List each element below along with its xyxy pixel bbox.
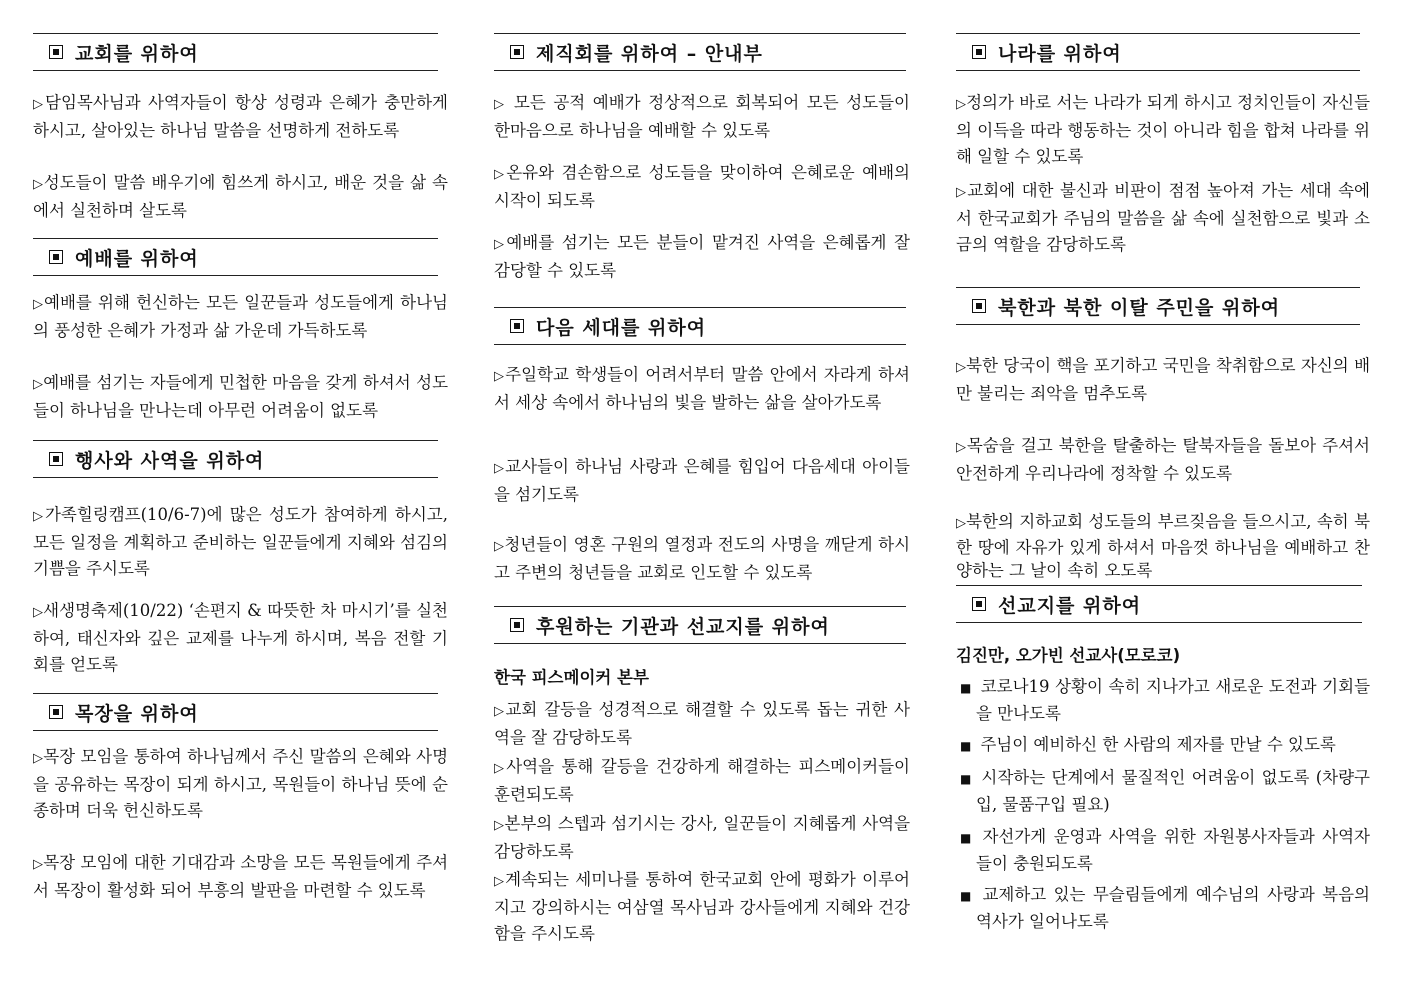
prayer-item: ■ 자선가게 운영과 사역을 위한 자원봉사자들과 사역자들이 충원되도록 — [956, 824, 1370, 877]
prayer-item: ▷ 목장 모임에 대한 기대감과 소망을 모든 목원들에게 주셔서 목장이 활성화 되어 부흥의 발판을 마련할 수 있도록 — [33, 850, 448, 904]
section-title: 후원하는 기관과 선교지를 위하여 — [536, 615, 830, 638]
prayer-item: ▷ 담임목사님과 사역자들이 항상 성령과 은혜가 충만하게 하시고, 살아있는 하나님 말씀을 선명하게 전하도록 — [33, 90, 448, 144]
section-header-mission — [956, 585, 1362, 623]
section-header-nextgen — [494, 307, 906, 345]
prayer-item: ▷ 예배를 섬기는 자들에게 민첩한 마음을 갖게 하셔서 성도들이 하나님을 만나는데 아무런 어려움이 없도록 — [33, 370, 448, 424]
square-bullet-icon — [49, 45, 63, 59]
prayer-item: ▷ 목숨을 걸고 북한을 탈출하는 탈북자들을 돌보아 주셔서 안전하게 우리나라에 정착할 수 있도록 — [956, 433, 1370, 487]
prayer-item: ■ 코로나19 상황이 속히 지나가고 새로운 도전과 기회들을 만나도록 — [956, 674, 1370, 727]
section-header-church — [33, 33, 438, 71]
square-bullet-icon — [49, 250, 63, 264]
section-title: 북한과 북한 이탈 주민을 위하여 — [998, 296, 1281, 319]
square-bullet-icon — [510, 319, 524, 333]
square-bullet-icon — [972, 45, 986, 59]
section-title: 목장을 위하여 — [75, 702, 199, 725]
prayer-item: ■ 교제하고 있는 무슬림들에게 예수님의 사랑과 복음의 역사가 일어나도록 — [956, 882, 1370, 935]
prayer-item: ▷ 주일학교 학생들이 어려서부터 말씀 안에서 자라게 하셔서 세상 속에서 하나님의 빛을 발하는 삶을 살아가도록 — [494, 362, 910, 416]
prayer-item: ▷ 정의가 바로 서는 나라가 되게 하시고 정치인들이 자신들의 이득을 따라 행동하는 것이 아니라 힘을 합쳐 나라를 위해 일할 수 있도록 — [956, 90, 1370, 170]
section-title: 교회를 위하여 — [75, 42, 199, 65]
prayer-item: ▷ 북한 당국이 핵을 포기하고 국민을 착취함으로 자신의 배만 불리는 죄악을 멈추도록 — [956, 353, 1370, 407]
section-header-deacons — [494, 33, 906, 71]
prayer-item: ▷ 본부의 스텝과 섬기시는 강사, 일꾼들이 지혜롭게 사역을 감당하도록 — [494, 811, 910, 865]
prayer-item: ▷ 목장 모임을 통하여 하나님께서 주신 말씀의 은혜와 사명을 공유하는 목장이 되게 하시고, 목원들이 하나님 뜻에 순종하며 더욱 헌신하도록 — [33, 744, 448, 824]
prayer-item: ■ 주님이 예비하신 한 사람의 제자를 만날 수 있도록 — [956, 732, 1370, 759]
prayer-item: ▷ 새생명축제(10/22) ‘손편지 & 따뜻한 차 마시기’를 실천하여, 태신자와 깊은 교제를 나누게 하시며, 복음 전할 기회를 얻도록 — [33, 598, 448, 678]
prayer-item: ▷ 모든 공적 예배가 정상적으로 회복되어 모든 성도들이 한마음으로 하나님을 예배할 수 있도록 — [494, 90, 910, 144]
prayer-item: ▷ 교회에 대한 불신과 비판이 점점 높아져 가는 세대 속에서 한국교회가 주님의 말씀을 삶 속에 실천함으로 빛과 소금의 역할을 감당하도록 — [956, 178, 1370, 258]
section-header-support — [494, 606, 906, 644]
prayer-item: ▷ 가족힐링캠프(10/6-7)에 많은 성도가 참여하게 하시고, 모든 일정을 계획하고 준비하는 일꾼들에게 지혜와 섬김의 기쁨을 주시도록 — [33, 502, 448, 582]
section-header-worship — [33, 238, 438, 276]
organization-name: 한국 피스메이커 본부 — [494, 668, 649, 687]
prayer-item: ▷ 온유와 겸손함으로 성도들을 맞이하여 은혜로운 예배의 시작이 되도록 — [494, 160, 910, 214]
square-bullet-icon — [510, 618, 524, 632]
prayer-item: ▷ 성도들이 말씀 배우기에 힘쓰게 하시고, 배운 것을 삶 속에서 실천하며 살도록 — [33, 170, 448, 224]
section-header-cell — [33, 693, 438, 731]
square-bullet-icon — [49, 705, 63, 719]
square-bullet-icon — [510, 45, 524, 59]
section-title: 다음 세대를 위하여 — [536, 316, 707, 339]
square-bullet-icon — [972, 299, 986, 313]
prayer-item: ▷ 예배를 섬기는 모든 분들이 맡겨진 사역을 은혜롭게 잘 감당할 수 있도록 — [494, 230, 910, 284]
missionary-name: 김진만, 오가빈 선교사(모로코) — [956, 646, 1181, 665]
section-title: 행사와 사역을 위하여 — [75, 449, 265, 472]
prayer-item: ▷ 교사들이 하나님 사랑과 은혜를 힘입어 다음세대 아이들을 섬기도록 — [494, 454, 910, 508]
square-bullet-icon — [49, 452, 63, 466]
section-title: 예배를 위하여 — [75, 247, 199, 270]
prayer-item: ▷ 북한의 지하교회 성도들의 부르짖음을 들으시고, 속히 북한 땅에 자유가 있게 하셔서 마음껏 하나님을 예배하고 찬양하는 그 날이 속히 오도록 — [956, 510, 1370, 583]
prayer-item: ▷ 사역을 통해 갈등을 건강하게 해결하는 피스메이커들이 훈련되도록 — [494, 754, 910, 808]
prayer-item: ▷ 교회 갈등을 성경적으로 해결할 수 있도록 돕는 귀한 사역을 잘 감당하도록 — [494, 697, 910, 751]
section-header-northkorea — [956, 287, 1360, 325]
section-header-nation — [956, 33, 1360, 71]
section-header-events — [33, 440, 438, 478]
section-title: 선교지를 위하여 — [998, 594, 1142, 617]
prayer-item: ▷ 예배를 위해 헌신하는 모든 일꾼들과 성도들에게 하나님의 풍성한 은혜가 가정과 삶 가운데 가득하도록 — [33, 290, 448, 344]
prayer-item: ■ 시작하는 단계에서 물질적인 어려움이 없도록 (차량구입, 물품구입 필요) — [956, 765, 1370, 818]
square-bullet-icon — [972, 597, 986, 611]
section-title: 제직회를 위하여 – 안내부 — [536, 42, 763, 65]
prayer-item: ▷ 청년들이 영혼 구원의 열정과 전도의 사명을 깨닫게 하시고 주변의 청년들을 교회로 인도할 수 있도록 — [494, 532, 910, 586]
section-title: 나라를 위하여 — [998, 42, 1122, 65]
prayer-item: ▷ 계속되는 세미나를 통하여 한국교회 안에 평화가 이루어지고 강의하시는 여삼열 목사님과 강사들에게 지혜와 건강함을 주시도록 — [494, 867, 910, 947]
